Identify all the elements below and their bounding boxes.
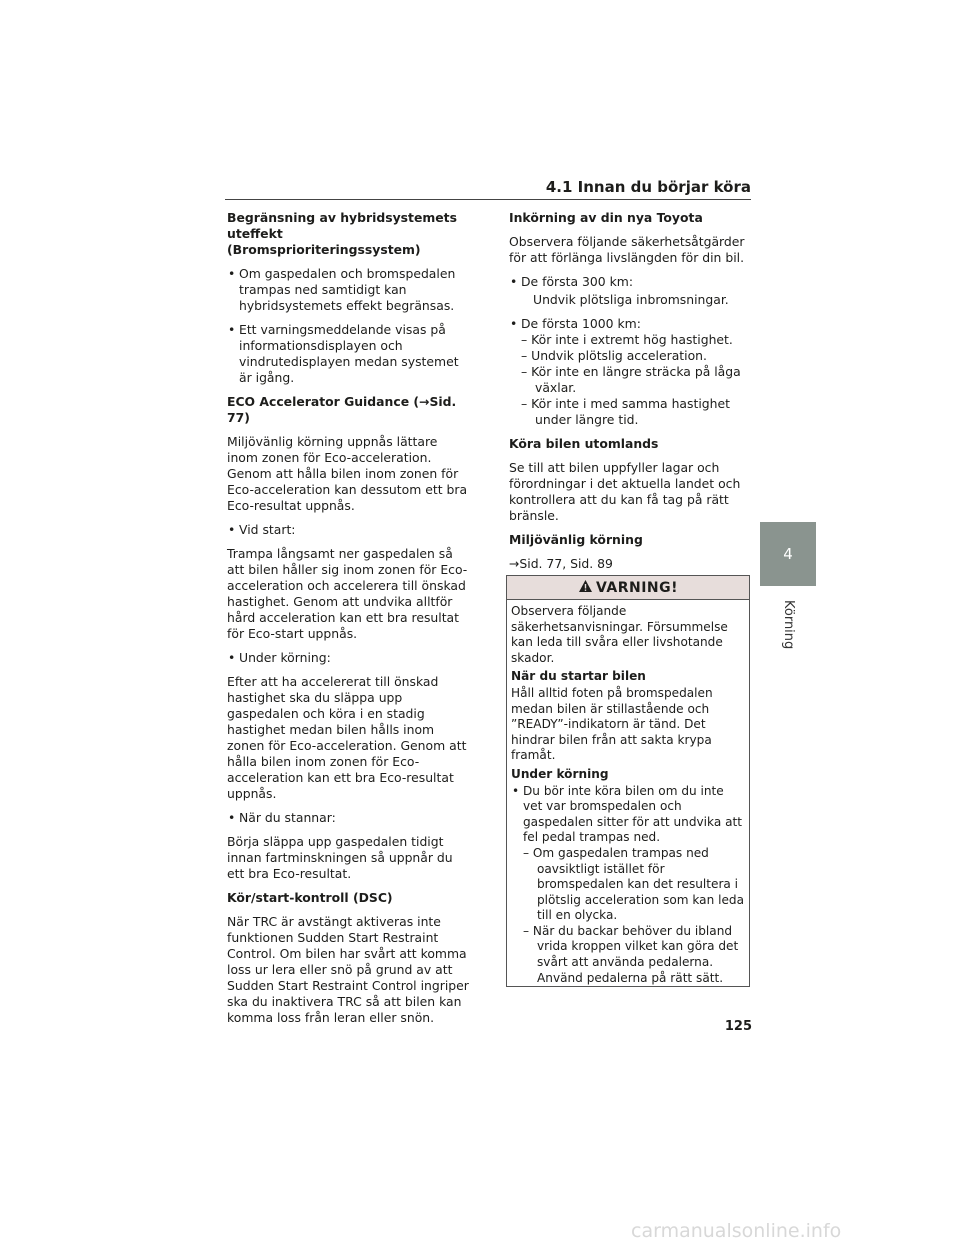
eco-start-text: Trampa långsamt ner gaspedalen så att bilen håller sig inom zonen för Eco-acceleration och accelerera till önskad hastighet. Genom att undvika alltför hård acceleration kan ett bra resultat för Eco-start uppnås.	[227, 546, 468, 641]
list-item: • När du stannar:	[227, 810, 472, 826]
eco-driving-link[interactable]: →Sid. 77, Sid. 89	[509, 556, 613, 571]
eco-guidance-text: Miljövänlig körning uppnås lättare inom zonen för Eco-acceleration. Genom att hålla bilen inom zonen för Eco-acceleration kan dessutom ett bra Eco-resultat uppnås.	[227, 434, 468, 513]
break-in-list	[509, 274, 754, 428]
dash-item: – Om gaspedalen trampas ned oavsiktligt istället för bromspedalen kan det resultera i plötslig acceleration som kan leda till en olycka.	[523, 845, 744, 923]
heading-eco-driving: Miljövänlig körning	[509, 532, 643, 547]
heading-abroad: Köra bilen utomlands	[509, 436, 659, 451]
list-item	[509, 316, 754, 428]
heading-eco-guidance: ECO Accelerator Guidance (→Sid. 77)	[227, 394, 457, 425]
warning-box	[506, 575, 750, 987]
heading-dsc: Kör/start-kontroll (DSC)	[227, 890, 393, 905]
list-item: • Vid start:	[227, 522, 472, 538]
warning-body	[507, 600, 749, 986]
list-item-text: • Du bör inte köra bilen om du inte vet var bromspedalen och gaspedalen sitter för att undvika att fel pedal trampas ned.	[523, 783, 742, 845]
heading-hybrid-limit: Begränsning av hybridsystemets uteffekt (Bromsprioriteringssystem)	[227, 210, 457, 257]
right-column	[509, 210, 754, 580]
list-item: • Ett varningsmeddelande visas på informationsdisplayen och vindrutedisplayen medan systemet är igång.	[227, 322, 472, 386]
list-item-detail: Undvik plötsliga inbromsningar.	[533, 292, 729, 307]
list-item-label: • De första 1000 km:	[521, 316, 641, 331]
eco-stop-text: Börja släppa upp gaspedalen tidigt innan fartminskningen så uppnår du ett bra Eco-resultat.	[227, 834, 453, 881]
eco-stop-list	[227, 810, 472, 826]
eco-start-list	[227, 522, 472, 538]
warning-triangle-icon	[578, 579, 593, 597]
dash-item: – Undvik plötslig acceleration.	[521, 348, 707, 363]
warning-header	[507, 576, 749, 600]
dash-item: – Kör inte i extremt hög hastighet.	[521, 332, 733, 347]
watermark: carmanualsonline.info	[631, 1220, 842, 1242]
abroad-text: Se till att bilen uppfyller lagar och förordningar i det aktuella landet och kontrollera att du kan få tag på rätt bränsle.	[509, 460, 741, 523]
dash-item: – När du backar behöver du ibland vrida kroppen vilket kan göra det svårt att använda pedalerna. Använd pedalerna på rätt sätt.	[523, 923, 739, 985]
list-item-label: • De första 300 km:	[521, 274, 633, 289]
dsc-text: När TRC är avstängt aktiveras inte funktionen Sudden Start Restraint Control. Om bilen har svårt att komma loss ur lera eller snö på grund av att Sudden Start Restraint Control ingriper ska du inaktivera TRC så att bilen kan komma loss från leran eller snön.	[227, 914, 469, 1025]
warning-start-text: Håll alltid foten på bromspedalen medan bilen är stillastående och ”READY”-indikatorn är tänd. Det hindrar bilen från att sakta krypa framåt.	[511, 685, 713, 763]
warning-list	[511, 784, 745, 987]
page-number: 125	[724, 1019, 752, 1034]
left-column	[227, 210, 472, 1034]
list-item: • Under körning:	[227, 650, 472, 666]
hybrid-limit-list	[227, 266, 472, 386]
warning-intro: Observera följande säkerhetsanvisningar. Försummelse kan leda till svåra eller livshotande skador.	[511, 604, 728, 665]
chapter-tab[interactable]: 4	[760, 522, 816, 586]
list-item	[509, 274, 754, 308]
section-header: 4.1 Innan du börjar köra	[545, 178, 751, 196]
list-item	[511, 784, 745, 987]
eco-drive-list	[227, 650, 472, 666]
header-rule	[225, 199, 751, 200]
heading-break-in: Inkörning av din nya Toyota	[509, 210, 703, 225]
dash-item: – Kör inte i med samma hastighet under längre tid.	[521, 396, 730, 427]
break-in-text: Observera följande säkerhetsåtgärder för att förlänga livslängden för din bil.	[509, 234, 745, 265]
warning-heading-driving: Under körning	[511, 766, 609, 781]
eco-drive-text: Efter att ha accelererat till önskad hastighet ska du släppa upp gaspedalen och köra i en stadig hastighet medan bilen hålls inom zonen för Eco-acceleration. Genom att hålla bilen inom zonen för Eco-acceleration kan ett bra Eco-resultat uppnås.	[227, 674, 467, 801]
warning-title: VARNING!	[595, 579, 679, 596]
chapter-tab-label: Körning	[781, 600, 796, 650]
list-item: • Om gaspedalen och bromspedalen trampas ned samtidigt kan hybridsystemets effekt begränsas.	[227, 266, 472, 314]
dash-item: – Kör inte en längre sträcka på låga växlar.	[521, 364, 741, 395]
warning-heading-start: När du startar bilen	[511, 669, 646, 684]
